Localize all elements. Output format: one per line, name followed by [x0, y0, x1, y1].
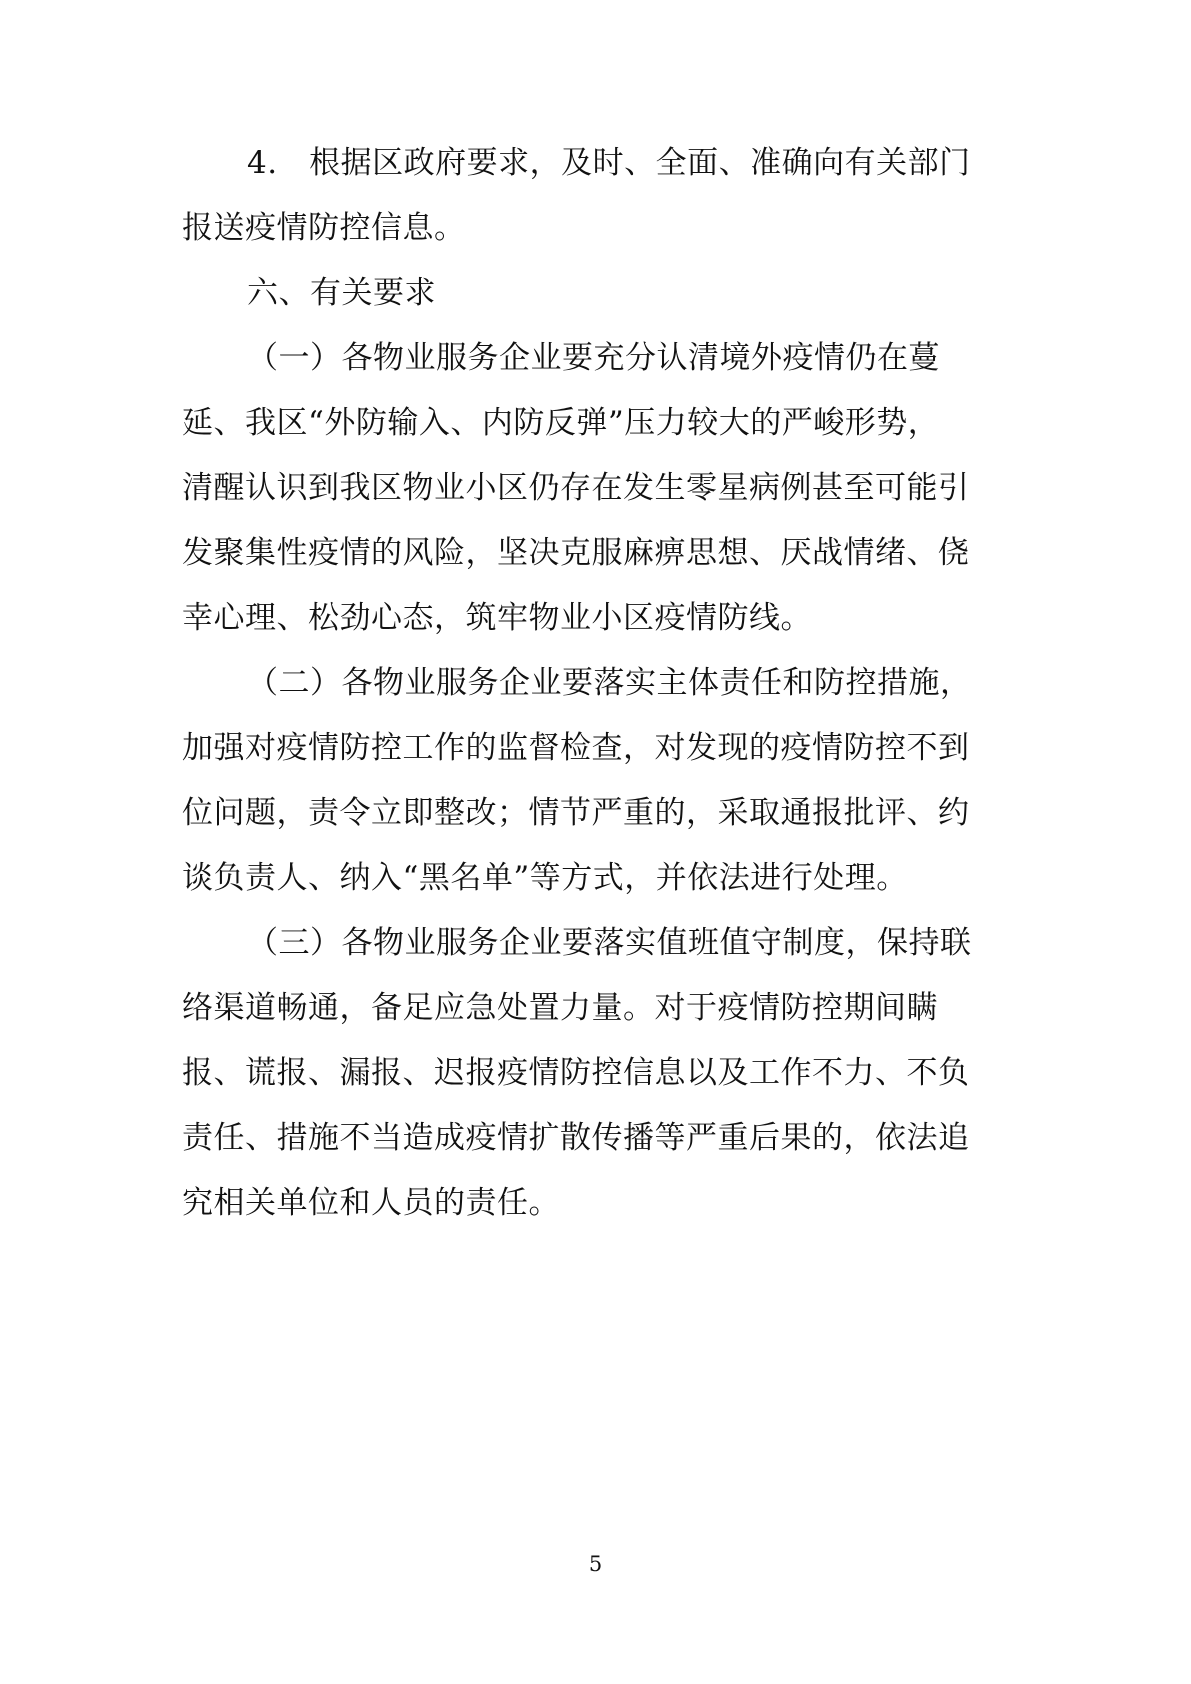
text-line: 责任、措施不当造成疫情扩散传播等严重后果的，依法追 — [182, 1120, 970, 1156]
text-line: 4. 根据区政府要求，及时、全面、准确向有关部门 — [247, 145, 971, 181]
text-line: 延、我区“外防输入、内防反弹”压力较大的严峻形势， — [182, 405, 940, 441]
section-heading: 六、有关要求 — [247, 275, 436, 311]
text-line: 络渠道畅通，备足应急处置力量。对于疫情防控期间瞒 — [182, 990, 938, 1026]
text-line: 位问题，责令立即整改；情节严重的，采取通报批评、约 — [182, 795, 970, 831]
text-line: 谈负责人、纳入“黑名单”等方式，并依法进行处理。 — [182, 860, 908, 896]
text-line: 报送疫情防控信息。 — [182, 210, 466, 246]
text-line: 幸心理、松劲心态，筑牢物业小区疫情防线。 — [182, 600, 812, 636]
text-line: （三）各物业服务企业要落实值班值守制度，保持联 — [247, 925, 972, 961]
text-line: 加强对疫情防控工作的监督检查，对发现的疫情防控不到 — [182, 730, 970, 766]
text-line: （二）各物业服务企业要落实主体责任和防控措施， — [247, 665, 972, 701]
page-number: 5 — [588, 1552, 603, 1576]
text-line: 发聚集性疫情的风险，坚决克服麻痹思想、厌战情绪、侥 — [182, 535, 970, 571]
text-line: （一）各物业服务企业要充分认清境外疫情仍在蔓 — [247, 340, 940, 376]
text-line: 报、谎报、漏报、迟报疫情防控信息以及工作不力、不负 — [182, 1055, 970, 1091]
text-line: 清醒认识到我区物业小区仍存在发生零星病例甚至可能引 — [182, 470, 970, 506]
text-line: 究相关单位和人员的责任。 — [182, 1185, 560, 1221]
